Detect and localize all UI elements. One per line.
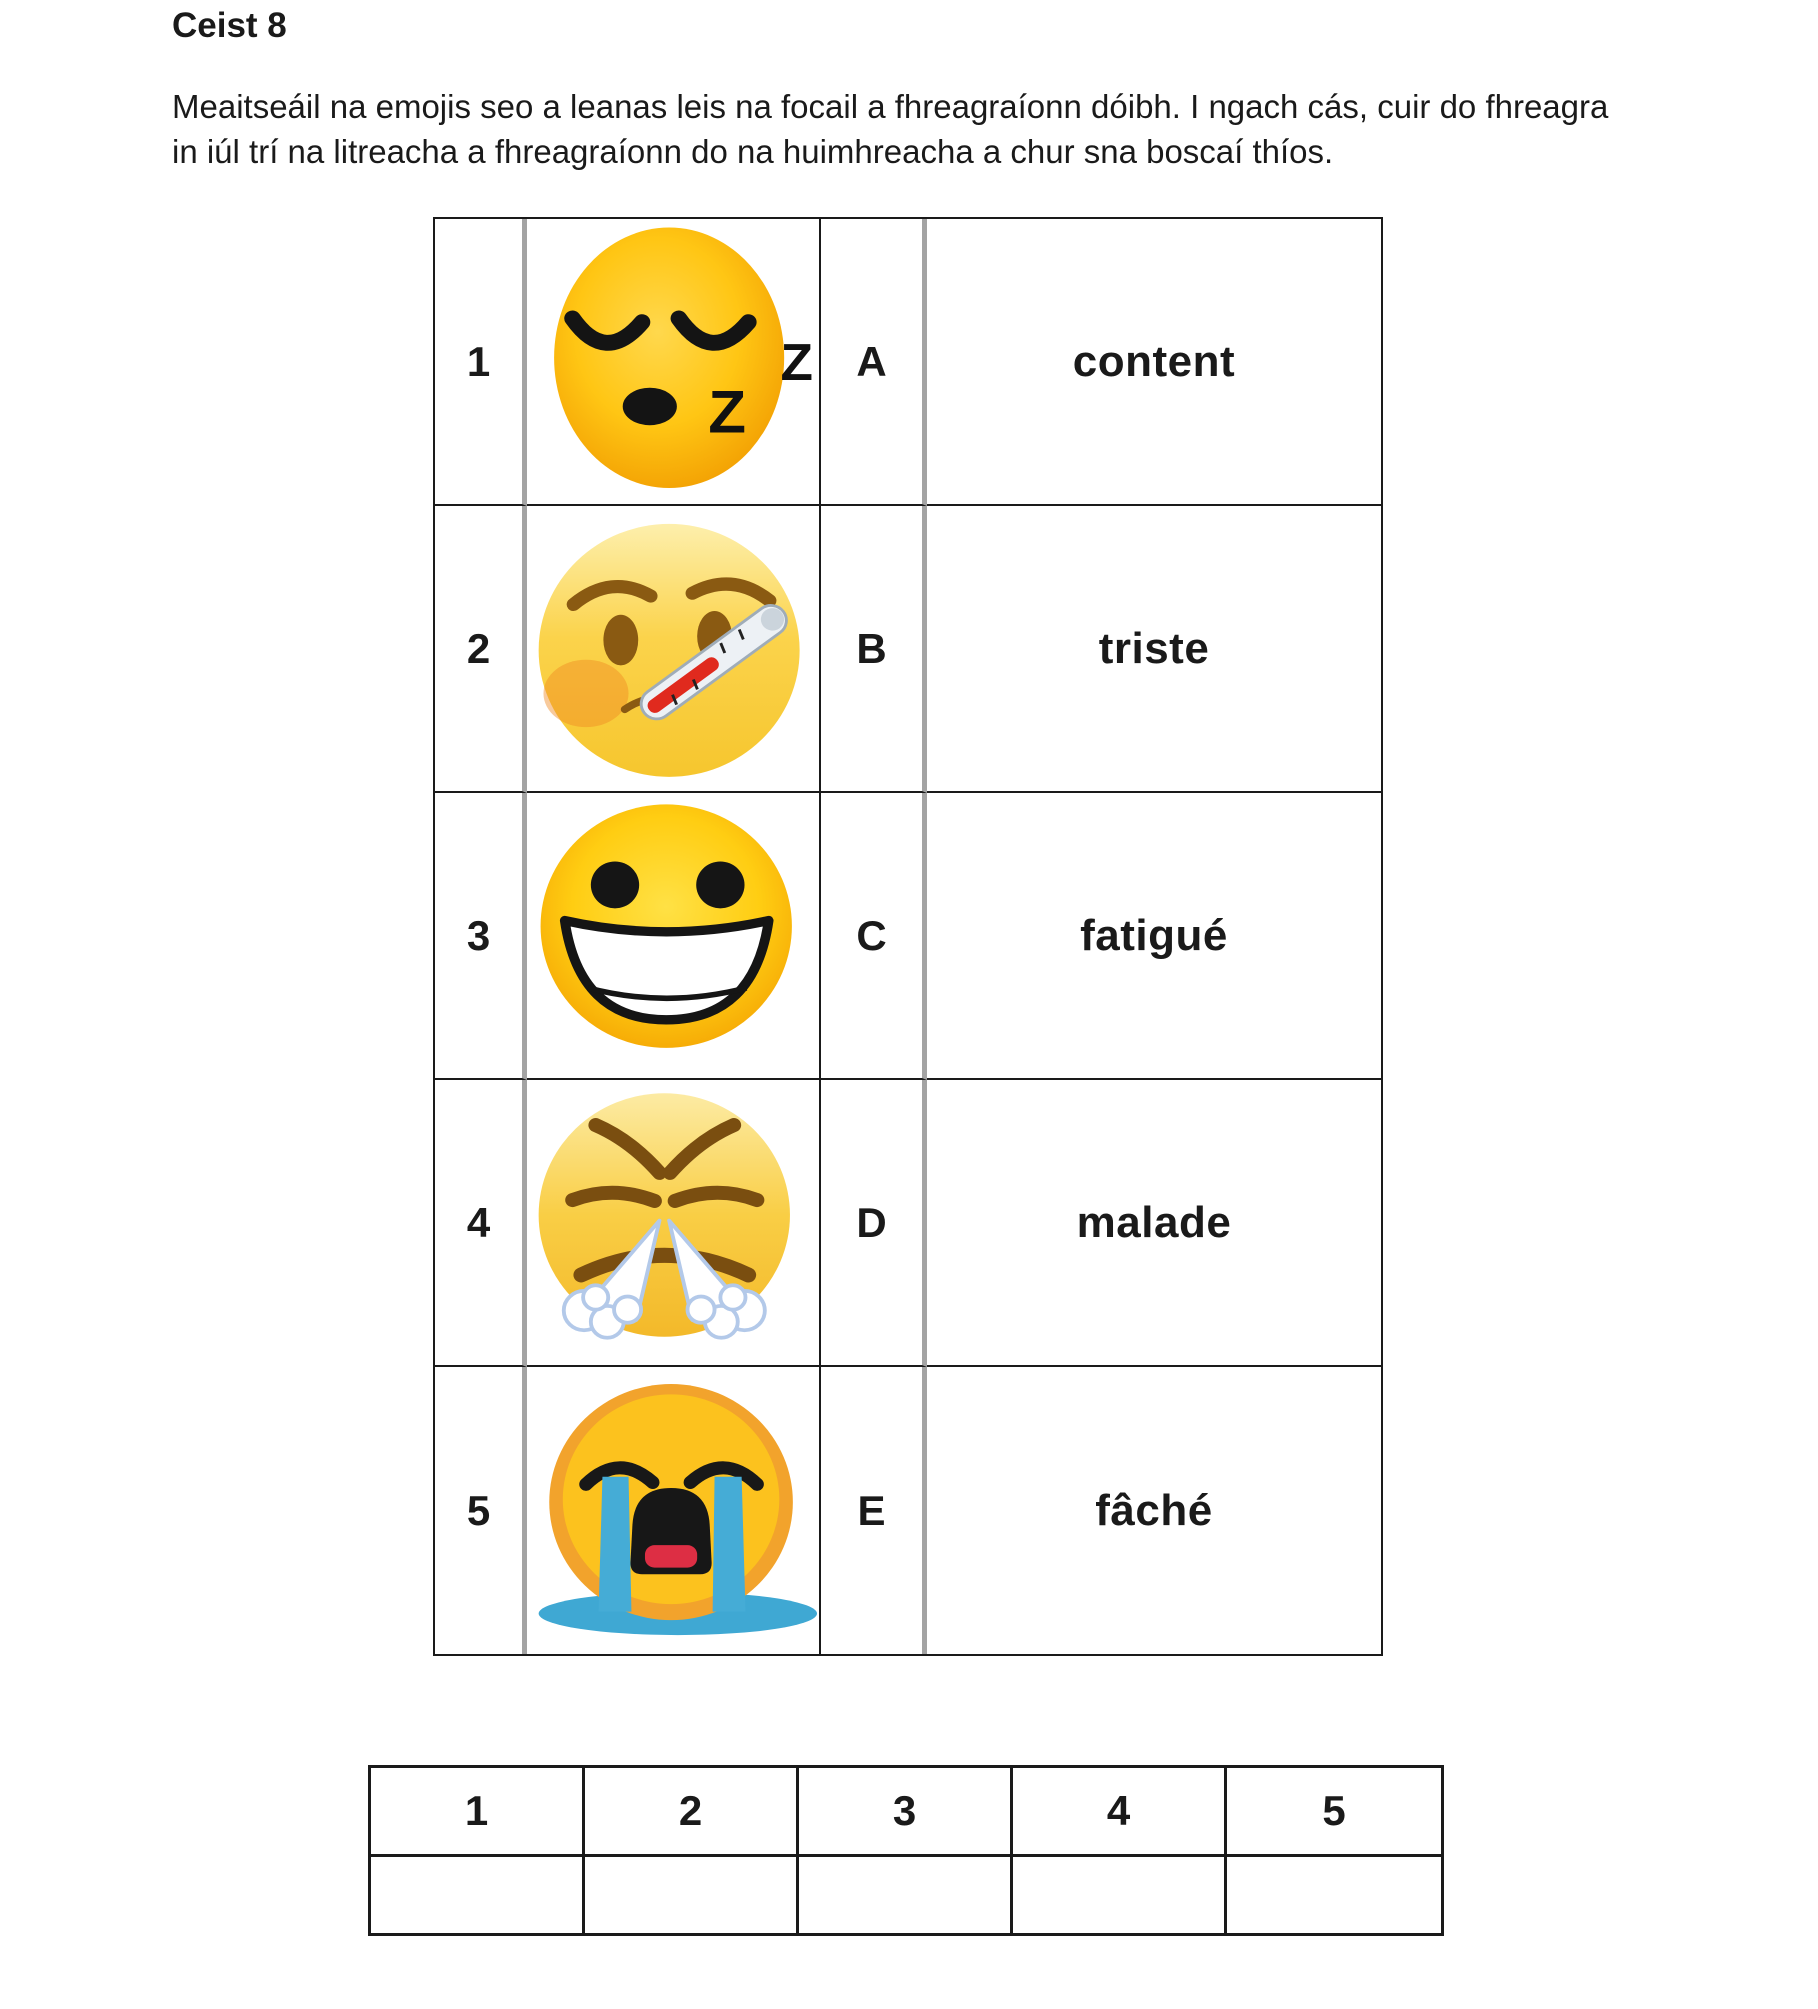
row-1-letter: A xyxy=(821,219,927,506)
row-3-number: 3 xyxy=(435,793,527,1080)
row-3-letter: C xyxy=(821,793,927,1080)
instructions-paragraph xyxy=(172,84,1608,174)
instructions-line-2: in iúl trí na litreacha a fhreagraíonn do na huimhreacha a chur sna boscaí thíos. xyxy=(172,133,1334,170)
answer-cell-2[interactable] xyxy=(585,1857,799,1933)
z-letter-big: Z xyxy=(708,378,747,446)
row-2-number: 2 xyxy=(435,506,527,793)
answer-header-3: 3 xyxy=(799,1768,1013,1857)
row-5-number: 5 xyxy=(435,1367,527,1654)
answer-header-2: 2 xyxy=(585,1768,799,1857)
row-5-word: fâché xyxy=(1095,1485,1213,1535)
page-title: Ceist 8 xyxy=(172,6,287,45)
row-2-word: triste xyxy=(927,506,1381,793)
grinning-face-emoji xyxy=(527,793,821,1080)
answer-cell-4[interactable] xyxy=(1013,1857,1227,1933)
row-3-word: fatigué xyxy=(927,793,1381,1080)
z-letter-small: Z xyxy=(780,334,813,393)
row-5-letter: E xyxy=(821,1367,927,1654)
answer-header-4: 4 xyxy=(1013,1768,1227,1857)
answer-cell-3[interactable] xyxy=(799,1857,1013,1933)
row-4-letter: D xyxy=(821,1080,927,1367)
answer-cell-5[interactable] xyxy=(1227,1857,1441,1933)
row-4-word: malade xyxy=(927,1080,1381,1367)
answer-header-5: 5 xyxy=(1227,1768,1441,1857)
sick-face-thermometer-emoji xyxy=(527,506,821,793)
answer-table xyxy=(368,1765,1444,1936)
answer-header-1: 1 xyxy=(371,1768,585,1857)
row-4-number: 4 xyxy=(435,1080,527,1367)
row-1-number: 1 xyxy=(435,219,527,506)
steam-from-nose-face-emoji xyxy=(527,1080,821,1367)
match-table xyxy=(433,217,1383,1656)
sleeping-face-emoji xyxy=(527,219,821,506)
loudly-crying-face-emoji xyxy=(527,1367,821,1654)
instructions-line-1: Meaitseáil na emojis seo a leanas leis na focail a fhreagraíonn dóibh. I ngach cás, cuir do fhreagra xyxy=(172,88,1609,125)
row-1-word: content xyxy=(927,219,1381,506)
answer-cell-1[interactable] xyxy=(371,1857,585,1933)
row-2-letter: B xyxy=(821,506,927,793)
